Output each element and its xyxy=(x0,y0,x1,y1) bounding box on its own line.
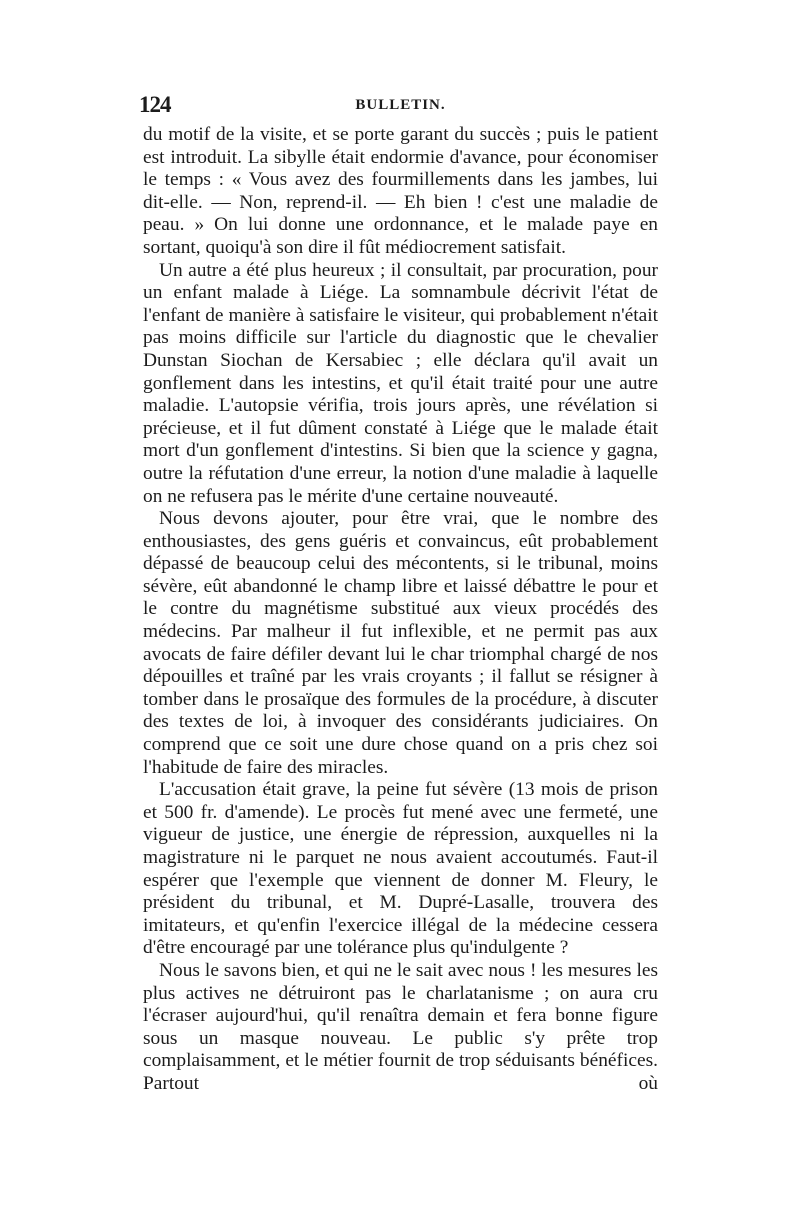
paragraph-4: L'accusation était grave, la peine fut sévère (13 mois de prison et 500 fr. d'amende). Le procès fut mené avec une fermeté, une vigueur de justice, une énergie de répression, auxquelles ni la magistrature ni le parquet ne nous avaient accoutumés. Faut-il espérer que l'exemple que viennent de donner M. Fleury, le président du tribunal, et M. Dupré-Lasalle, trouvera des imitateurs, et qu'enfin l'exercice illégal de la médecine cessera d'être encouragé par une tolérance plus qu'indulgente ? xyxy=(143,779,658,959)
running-header xyxy=(139,92,658,122)
book-page xyxy=(139,92,658,1096)
paragraph-3: Nous devons ajouter, pour être vrai, que le nombre des enthousiastes, des gens guéris et convaincus, eût probablement dépassé de beaucoup celui des mécontents, si le tribunal, moins sévère, eût abandonné le champ libre et laissé débattre le pour et le contre du magnétisme substitué aux vieux procédés des médecins. Par malheur il fut inflexible, et ne permit pas aux avocats de faire défiler devant lui le char triomphal chargé de nos dépouilles et traîné par les vrais croyants ; il fallut se résigner à tomber dans le prosaïque des formules de la procédure, à discuter des textes de loi, à invoquer des considérants judiciaires. On comprend que ce soit une dure chose quand on a pris chez soi l'habitude de faire des miracles. xyxy=(143,508,658,778)
page-number: 124 xyxy=(139,92,171,117)
header-title: BULLETIN. xyxy=(355,97,446,113)
paragraph-2: Un autre a été plus heureux ; il consultait, par procuration, pour un enfant malade à Liége. La somnambule décrivit l'état de l'enfant de manière à satisfaire le visiteur, qui probablement n'était pas moins difficile sur l'article du diagnostic que le chevalier Dunstan Siochan de Kersabiec ; elle déclara qu'il avait un gonflement dans les intestins, et qu'il était traité pour une autre maladie. L'autopsie vérifia, trois jours après, une révélation si précieuse, et il fut dûment constaté à Liége que le malade était mort d'un gonflement d'intestins. Si bien que la science y gagna, outre la réfutation d'une erreur, la notion d'une maladie à laquelle on ne refusera pas le mérite d'une certaine nouveauté. xyxy=(143,259,658,507)
paragraph-1: du motif de la visite, et se porte garant du succès ; puis le patient est introduit. La sibylle était endormie d'avance, pour économiser le temps : « Vous avez des fourmillements dans les jambes, lui dit-elle. — Non, reprend-il. — Eh bien ! c'est une maladie de peau. » On lui donne une ordonnance, et le malade paye en sortant, quoiqu'à son dire il fût médiocrement satisfait. xyxy=(143,124,658,258)
paragraph-5: Nous le savons bien, et qui ne le sait avec nous ! les mesures les plus actives ne détruiront pas le charlatanisme ; on aura cru l'écraser aujourd'hui, qu'il renaîtra demain et fera bonne figure sous un masque nouveau. Le public s'y prête trop complaisamment, et le métier fournit de trop séduisants bénéfices. Partout où xyxy=(143,959,658,1094)
